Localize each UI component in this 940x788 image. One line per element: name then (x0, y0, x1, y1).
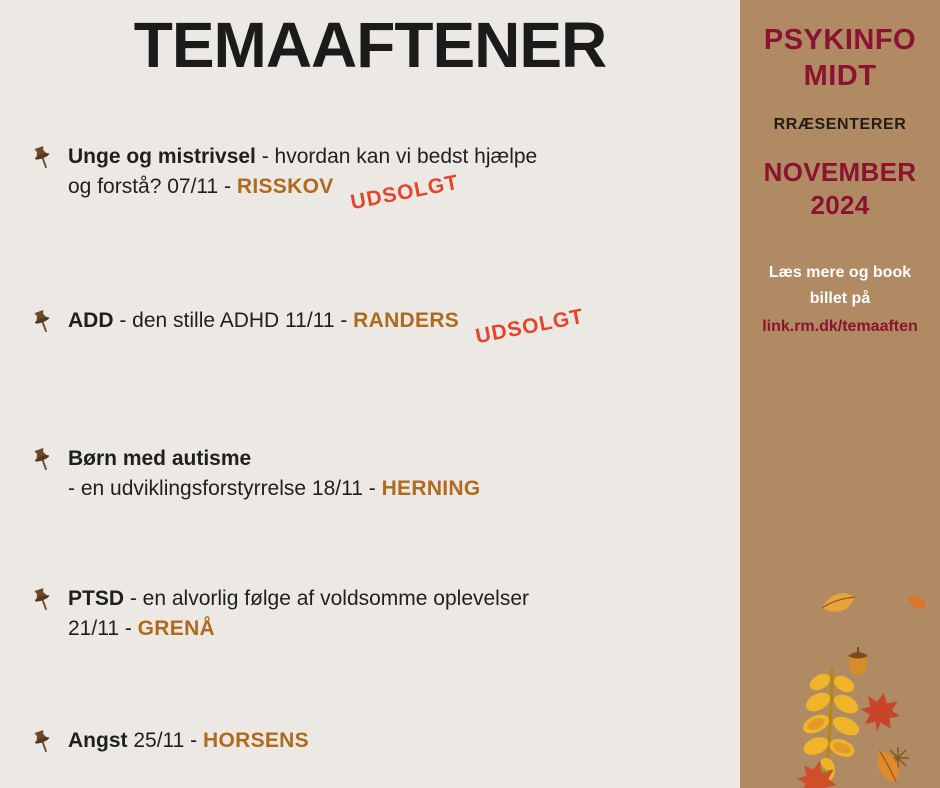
list-item[interactable] (0, 726, 740, 782)
pushpin-icon (28, 144, 58, 174)
presents-label: RRÆSENTERER (773, 116, 907, 133)
event-title: Angst (68, 729, 128, 752)
autumn-leaves-decoration (740, 458, 940, 788)
event-list (0, 136, 740, 782)
status-badge: UDSOLGT (473, 304, 586, 349)
sidebar (740, 0, 940, 788)
month-label: NOVEMBER (763, 157, 917, 187)
list-item[interactable] (0, 584, 740, 644)
event-city: RISSKOV (236, 175, 334, 198)
pushpin-icon (28, 446, 58, 476)
brand-line-1: PSYKINFO (763, 24, 917, 56)
event-title: Unge og mistrivsel (68, 145, 256, 168)
event-city: HERNING (381, 477, 481, 500)
pushpin-icon (28, 308, 58, 338)
event-desc-1: - en alvorlig følge af voldsomme oplevelser (124, 587, 530, 610)
booking-link[interactable]: link.rm.dk/temaaften (762, 318, 918, 335)
year-label: 2024 (810, 190, 870, 220)
event-title: Børn med autisme (68, 447, 252, 470)
event-desc-1: - den stille ADHD 11/11 - (113, 309, 354, 332)
list-item[interactable] (0, 142, 740, 215)
pushpin-icon (28, 586, 58, 616)
event-desc-2: 21/11 - (68, 617, 138, 640)
booking-line-2: billet på (809, 290, 871, 307)
event-city: GRENÅ (137, 617, 215, 640)
list-item[interactable] (0, 444, 740, 504)
pushpin-icon (28, 728, 58, 758)
event-desc-2: - en udviklingsforstyrrelse 18/11 - (68, 477, 382, 500)
booking-info (740, 260, 940, 340)
event-city: HORSENS (203, 729, 309, 752)
event-desc-1: 25/11 - (127, 729, 203, 752)
brand-line-2: MIDT (803, 60, 877, 92)
brand-title (740, 22, 940, 94)
event-title: PTSD (68, 587, 125, 610)
booking-line-1: Læs mere og book (768, 264, 912, 281)
event-desc-1: - hvordan kan vi bedst hjælpe (255, 145, 538, 168)
event-title: ADD (68, 309, 114, 332)
date-label (740, 156, 940, 222)
page-title: TEMAAFTENER (133, 9, 607, 81)
status-badge: UDSOLGT (348, 170, 461, 215)
event-desc-2: og forstå? 07/11 - (68, 175, 237, 198)
list-item[interactable] (0, 306, 740, 362)
event-city: RANDERS (353, 309, 460, 332)
